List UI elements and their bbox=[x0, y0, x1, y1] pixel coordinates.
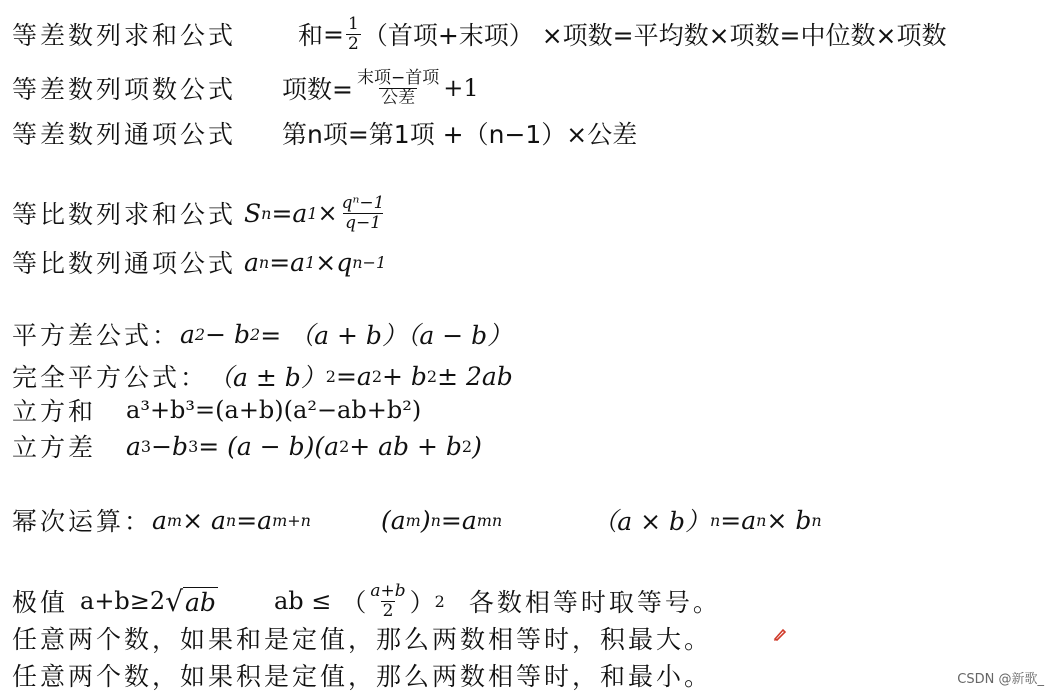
diff-squares-label: 平方差公式： bbox=[12, 321, 181, 350]
geom-nth-label: 等比数列通项公式 bbox=[12, 249, 237, 278]
cube-diff-label: 立方差 bbox=[12, 433, 97, 462]
arith-count-line bbox=[12, 68, 479, 108]
rule-1: 任意两个数，如果和是定值，那么两数相等时，积最大。 bbox=[12, 625, 713, 654]
diff-squares-line: 平方差公式： a 2 − b 2 = （a + b）（a − b） bbox=[12, 314, 512, 354]
half-fraction: $\frac{1}{2}$ bbox=[347, 13, 359, 54]
count-fraction: $\frac{\text{末项−首项}}{\text{公差}}$ bbox=[356, 67, 440, 108]
mean-fraction: $\frac{a+b}{2}$ bbox=[370, 580, 406, 621]
cube-diff-line: 立方差 a 3 −b 3 = (a − b)(a 2 + ab + b 2 ) bbox=[12, 426, 482, 466]
geom-sum-line: 等比数列求和公式 S n =a 1 × $\frac{\text{qⁿ−1}}{q-1}$ bbox=[12, 192, 385, 233]
arith-nth-label: 等差数列通项公式 bbox=[12, 120, 237, 149]
extremum-note: 各数相等时取等号。 bbox=[468, 588, 721, 617]
cube-sum-line bbox=[12, 390, 421, 430]
arith-nth-formula: 第n项=第1项 +（n−1）×公差 bbox=[282, 120, 638, 149]
pencil-icon bbox=[772, 626, 788, 642]
geom-sum-fraction: $\frac{\text{qⁿ−1}}{q-1}$ bbox=[341, 192, 385, 233]
geom-sum-label: 等比数列求和公式 bbox=[12, 200, 237, 229]
arith-nth-line bbox=[12, 113, 637, 153]
watermark: CSDN @新歌_ bbox=[957, 672, 1044, 687]
count-rest: +1 bbox=[443, 74, 479, 102]
perfect-square-label: 完全平方公式： bbox=[12, 363, 209, 392]
rule-line-2 bbox=[12, 655, 712, 695]
sum-he: 和 bbox=[298, 21, 324, 50]
arith-sum-label: 等差数列求和公式 bbox=[12, 21, 237, 50]
geom-nth-line: 等比数列通项公式 a n =a 1 ×q n−1 bbox=[12, 242, 386, 282]
arith-sum-rest: （首项+末项） ×项数=平均数×项数=中位数×项数 bbox=[362, 21, 947, 50]
extremum-label: 极值 bbox=[12, 588, 69, 617]
count-lhs: 项数= bbox=[282, 75, 353, 104]
perfect-square-line: 完全平方公式： （a ± b） 2 =a 2 + b 2 ± 2ab bbox=[12, 356, 513, 396]
power-label: 幂次运算： bbox=[12, 507, 153, 536]
extremum-line: 极值 a+b≥2 √ab ab ≤ （ $\frac{a+b}{2}$ ） 2 各数相等时取等号。 bbox=[12, 580, 721, 621]
cube-sum-formula: a³+b³=(a+b)(a²−ab+b²) bbox=[126, 396, 422, 424]
sum-eq: = bbox=[323, 19, 344, 49]
rule-line-1 bbox=[12, 618, 712, 658]
arith-count-label: 等差数列项数公式 bbox=[12, 75, 237, 104]
rule-2: 任意两个数，如果积是定值，那么两数相等时，和最小。 bbox=[12, 662, 713, 691]
power-line: 幂次运算： a m × a n =a m+n (a m ) n =a mn （a × b） n =a n × b n bbox=[12, 500, 822, 540]
cube-sum-label: 立方和 bbox=[12, 397, 97, 426]
arith-sum-line bbox=[12, 14, 946, 54]
sqrt-ab: √ab bbox=[165, 584, 216, 618]
